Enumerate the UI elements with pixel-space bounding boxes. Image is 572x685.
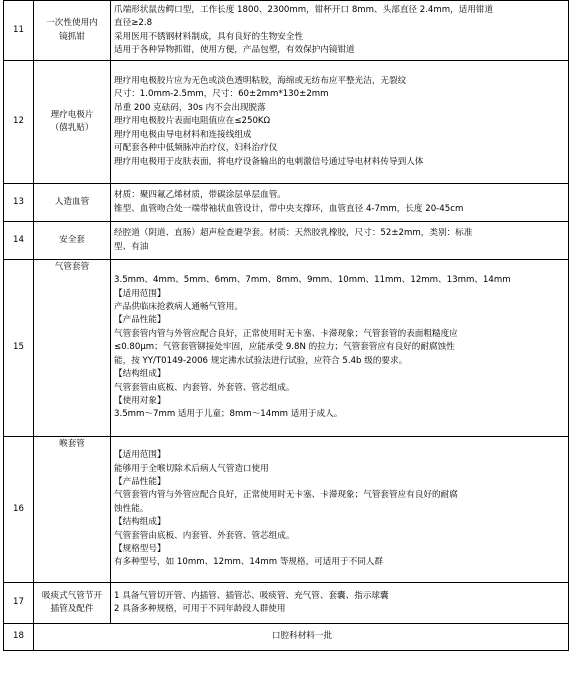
spec-line: 【适用范围】 xyxy=(114,450,166,461)
spec-line: 材质：聚四氟乙烯材质，带碳涂层单层血管。 xyxy=(114,190,286,201)
spec-line: 锥型、血管吻合处一端带袖状血管设计，带中央支撑环，血管直径 4-7mm，长度 20-45cm xyxy=(114,203,464,214)
item-name-line: 喉套管 xyxy=(59,439,85,449)
row-number: 13 xyxy=(4,184,34,222)
item-name-line: 气管套管 xyxy=(54,262,90,272)
spec-line: 有多种型号，如 10mm、12mm、14mm 等规格，可适用于不同人群 xyxy=(114,557,383,568)
item-name xyxy=(34,1,111,61)
table-row xyxy=(4,184,569,222)
table-row xyxy=(4,437,569,583)
spec-line: 【结构组成】 xyxy=(114,517,166,528)
spec-line: 产品供临床抢救病人通畅气管用。 xyxy=(114,302,243,313)
item-name xyxy=(34,260,111,437)
spec-line: 【产品性能】 xyxy=(114,315,166,326)
item-spec xyxy=(111,1,569,61)
row-number: 15 xyxy=(4,260,34,437)
item-name xyxy=(34,61,111,184)
spec-line: 气管套管内管与外管应配合良好，正常使用时无卡塞、卡滞现象；气管套管应有良好的耐腐 xyxy=(114,490,458,501)
spec-line: 【产品性能】 xyxy=(114,476,166,487)
spec-line: 【适用范围】 xyxy=(114,288,166,299)
item-name-line: 镜抓钳 xyxy=(59,31,85,42)
item-spec xyxy=(111,437,569,583)
item-name-line: 插管及配件 xyxy=(50,604,94,614)
row-number: 17 xyxy=(4,583,34,624)
spec-line: 蚀性能。 xyxy=(114,503,149,514)
item-name xyxy=(34,437,111,583)
item-name-line: 人造血管 xyxy=(54,196,90,207)
spec-line: 1 具备气管切开管、内插管、插管芯、吸痰管、充气管、套囊、指示球囊 xyxy=(114,590,389,601)
item-spec xyxy=(111,260,569,437)
table-row xyxy=(4,260,569,437)
item-spec xyxy=(111,222,569,260)
spec-line: 3.5mm、4mm、5mm、6mm、7mm、8mm、9mm、10mm、11mm、12mm、13mm、14mm xyxy=(114,275,511,286)
item-spec xyxy=(111,61,569,184)
spec-line: 理疗用电极用于皮肤表面，将电疗设备输出的电刺激信号通过导电材料传导到人体 xyxy=(114,156,424,167)
spec-line: 【结构组成】 xyxy=(114,369,166,380)
item-name-line: 安全套 xyxy=(59,234,85,245)
item-name xyxy=(34,583,111,624)
item-name xyxy=(34,184,111,222)
spec-line: 可配套各种中低频脉冲治疗仪，妇科治疗仪 xyxy=(114,143,278,154)
spec-line: 气管套管由底板、内套管、外套管、管芯组成。 xyxy=(114,530,295,541)
spec-line: 采用医用不锈钢材料制成，具有良好的生物安全性 xyxy=(114,31,304,42)
item-spec xyxy=(111,184,569,222)
item-spec xyxy=(111,583,569,624)
spec-line: 吊重 200 克砝码，30s 内不会出现脱落 xyxy=(114,102,266,113)
row-number: 18 xyxy=(4,624,34,651)
spec-line: ≤0.80μm；气管套管铆接处牢固，应能承受 9.8N 的拉力；气管套管应有良好的耐腐蚀性 xyxy=(114,342,455,353)
item-name-line: （僖乳贴） xyxy=(50,123,94,133)
spec-line: 【规格型号】 xyxy=(114,544,166,555)
spec-line: 能，按 YY/T0149-2006 规定沸水试验法进行试验，应符合 5.4b 级的要求。 xyxy=(114,355,408,366)
item-name-line: 理疗电极片 xyxy=(50,109,94,120)
row-number: 16 xyxy=(4,437,34,583)
table-row xyxy=(4,624,569,651)
spec-line: 理疗用电极胶片表面电阻值应在≤250KΩ xyxy=(114,116,271,127)
table-row xyxy=(4,583,569,624)
spec-line: 直径≥2.8 xyxy=(114,18,153,29)
row-number: 14 xyxy=(4,222,34,260)
spec-line: 经腔道（阴道、直肠）超声检查避孕套。材质：天然胶乳橡胶，尺寸：52±2mm，类别：标准 xyxy=(114,228,473,239)
table-row xyxy=(4,222,569,260)
spec-line: 理疗用电极由导电材料和连接线组成 xyxy=(114,129,252,140)
item-name xyxy=(34,222,111,260)
item-name-line: 一次性使用内 xyxy=(46,18,98,29)
row-number: 11 xyxy=(4,1,34,61)
spec-line: 【使用对象】 xyxy=(114,395,166,406)
spec-line: 适用于各种异物抓钳，使用方便，产品包塑，有效保护内镜钳道 xyxy=(114,44,355,55)
spec-line: 理疗用电极胶片应为无色或淡色透明粘胶，海绵或无纺布应平整光洁，无裂纹 xyxy=(114,76,407,87)
item-name-line: 吸痰式气管节开 xyxy=(41,590,103,601)
spec-line: 气管套管由底板、内套管、外套管、管芯组成。 xyxy=(114,382,295,393)
spec-line: 气管套管内管与外管应配合良好，正常使用时无卡塞、卡滞现象；气管套管的表面粗糙度应 xyxy=(114,328,458,339)
row-number: 12 xyxy=(4,61,34,184)
spec-line: 尺寸：1.0mm-2.5mm，尺寸：60±2mm*130±2mm xyxy=(114,89,329,100)
table-row xyxy=(4,61,569,184)
merged-item-description: 口腔科材料一批 xyxy=(34,624,569,651)
table-row xyxy=(4,1,569,61)
spec-line: 3.5mm～7mm 适用于儿童；8mm～14mm 适用于成人。 xyxy=(114,409,343,420)
materials-table xyxy=(3,0,569,651)
spec-line: 爪端形状鼠齿鳄口型，工作长度 1800、2300mm，钳杯开口 8mm、头部直径 2.4mm，适用钳道 xyxy=(114,4,494,15)
spec-line: 2 具备多种规格，可用于不同年龄段人群使用 xyxy=(114,604,286,614)
spec-line: 能够用于全喉切除术后病人气管造口使用 xyxy=(114,463,269,474)
spec-line: 型、有油 xyxy=(114,241,149,252)
